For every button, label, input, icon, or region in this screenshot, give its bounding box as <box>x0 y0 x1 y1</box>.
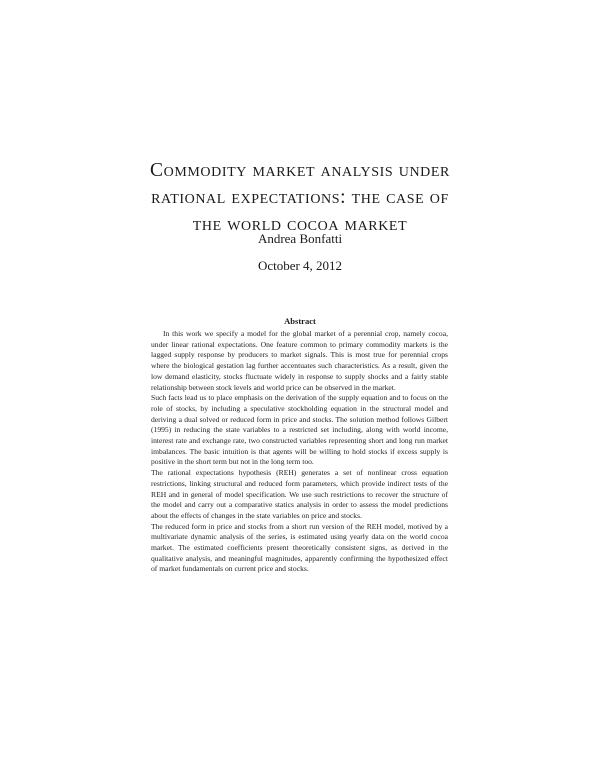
publication-date: October 4, 2012 <box>257 258 343 273</box>
abstract-paragraph-1: In this work we specify a model for the global market of a perennial crop, namely cocoa, under linear rational expectations. One feature common to primary commodity markets is the lagged supply response by producers to market signals. This is most true for perennial crops where the biological gestation lag further accentuates such characteristics. As a result, given the low demand elasticity, stocks fluctuate widely in response to supply shocks and a fairly stable relationship between stock levels and world price can be observed in the market. <box>151 329 448 392</box>
paper-title <box>100 157 500 238</box>
title-line-3: the world cocoa market <box>192 214 408 235</box>
abstract-paragraph-2: Such facts lead us to place emphasis on the derivation of the supply equation and to focus on the role of stocks, by including a speculative stockholding equation in the structural model and deriving a dual solved or reduced form in price and stocks. The solution method follows Gilbert (1995) in reducing the state variables to a restricted set including, along with world income, interest rate and exchange rate, two constructed variables representing short and long run market imbalances. The basic intuition is that agents will be willing to hold stocks if excess supply is positive in the short term but not in the long term too. <box>151 393 448 467</box>
abstract-heading: Abstract <box>284 316 316 326</box>
author-name: Andrea Bonfatti <box>257 231 343 246</box>
abstract-body <box>151 329 448 575</box>
title-line-2: rational expectations: the case of <box>151 187 449 208</box>
title-line-1: Commodity market analysis under <box>150 160 450 181</box>
abstract-paragraph-3: The rational expectations hypothesis (REH) generates a set of nonlinear cross equation restrictions, linking structural and reduced form parameters, which provide indirect tests of the REH and in general of model specification. We use such restrictions to recover the structure of the model and carry out a comparative statics analysis in order to assess the model predictions about the effects of changes in the state variables on price and stocks. <box>151 468 448 520</box>
abstract-paragraph-4: The reduced form in price and stocks from a short run version of the REH model, motived by a multivariate dynamic analysis of the series, is estimated using yearly data on the world cocoa market. The estimated coefficients present theoretically consistent signs, as derived in the qualitative analysis, and meaningful magnitudes, apparently confirming the hypothesized effect of market fundamentals on current price and stocks. <box>151 521 448 574</box>
